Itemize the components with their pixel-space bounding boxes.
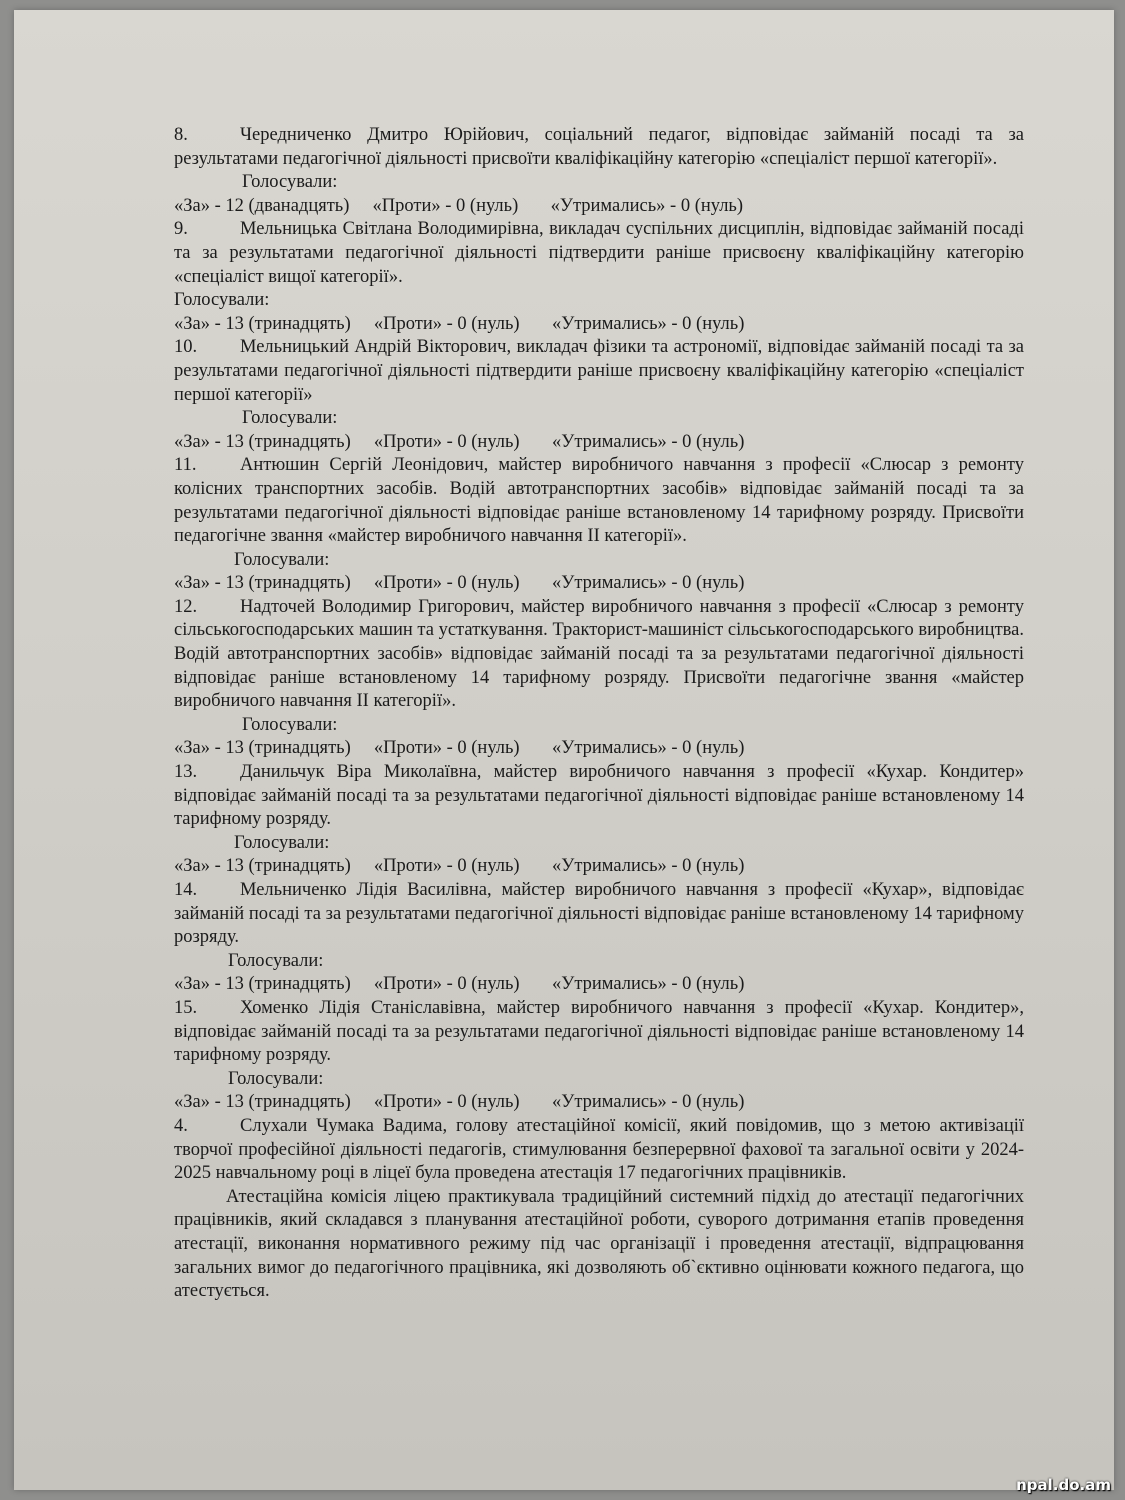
vote-results: «За» - 12 (дванадцять) «Проти» - 0 (нуль) «Утримались» - 0 (нуль) — [174, 195, 744, 216]
section-4 — [174, 1115, 1024, 1186]
list-item-14 — [174, 879, 1024, 950]
item-number: 10. — [174, 337, 198, 358]
list-item-13 — [174, 761, 1024, 832]
document-body — [174, 124, 1024, 1304]
item-text: Чередниченко Дмитро Юрійович, соціальний педагог, відповідає займаній посаді та за результатами педагогічної діяльності присвоїти кваліфікаційну категорію «спеціаліст першої категорії». — [174, 125, 1024, 169]
vote-results: «За» - 13 (тринадцять) «Проти» - 0 (нуль) «Утримались» - 0 (нуль) — [174, 856, 745, 877]
item-text: Мельницький Андрій Вікторович, викладач фізики та астрономії, відповідає займаній посаді та за результатами педагогічної діяльності підтвердити раніше присвоєну кваліфікаційну категорію «спеціаліст першої категорії» — [174, 337, 1024, 405]
item-text: Надточей Володимир Григорович, майстер виробничого навчання з професії «Слюсар з ремонту сільськогосподарських машин та устаткування. Тракторист-машиніст сільськогосподарського виробництва. Водій автотранспортних засобів» відповідає займаній посаді та за результатами педагогічної діяльності відповідає раніше встановленому 14 тарифному розряду. Присвоїти педагогічне звання «майстер виробничого навчання ІІ категорії». — [174, 596, 1024, 712]
list-item-8 — [174, 124, 1024, 171]
list-item-12 — [174, 596, 1024, 714]
item-text: Данильчук Віра Миколаївна, майстер виробничого навчання з професії «Кухар. Кондитер» відповідає займаній посаді та за результатами педагогічної діяльності відповідає раніше встановленому 14 тарифному розряду. — [174, 762, 1024, 830]
item-text: Мельницька Світлана Володимирівна, викладач суспільних дисциплін, відповідає займаній посаді та за результатами педагогічної діяльності підтвердити раніше присвоєну кваліфікаційну категорію «спеціаліст вищої категорії». — [174, 219, 1024, 287]
item-number: 13. — [174, 762, 198, 783]
item-number: 14. — [174, 880, 198, 900]
watermark: npal.do.am — [1016, 1476, 1111, 1494]
vote-results: «За» - 13 (тринадцять) «Проти» - 0 (нуль) «Утримались» - 0 (нуль) — [174, 1092, 745, 1113]
vote-results: «За» - 13 (тринадцять) «Проти» - 0 (нуль) «Утримались» - 0 (нуль) — [174, 738, 745, 759]
item-number: 8. — [174, 125, 188, 145]
section-text: Слухали Чумака Вадима, голову атестаційної комісії, який повідомив, що з метою активізації творчої професійної діяльності педагогів, стимулювання безперервної фахової та загальної освіти у 2024-2025 навчальному році в ліцеї була проведена атестація 17 педагогічних працівників. — [174, 1115, 1024, 1184]
item-number: 12. — [174, 596, 198, 617]
vote-results: «За» - 13 (тринадцять) «Проти» - 0 (нуль) «Утримались» - 0 (нуль) — [174, 573, 745, 594]
item-text: Мельниченко Лідія Василівна, майстер виробничого навчання з професії «Кухар», відповідає займаній посаді та за результатами педагогічної діяльності відповідає раніше встановленому 14 тарифному розряду. — [174, 880, 1024, 948]
list-item-11 — [174, 454, 1024, 548]
vote-results: «За» - 13 (тринадцять) «Проти» - 0 (нуль) «Утримались» - 0 (нуль) — [174, 313, 745, 334]
vote-results: «За» - 13 (тринадцять) «Проти» - 0 (нуль) «Утримались» - 0 (нуль) — [174, 431, 745, 452]
vote-heading: Голосували: — [234, 549, 330, 570]
vote-heading: Голосували: — [228, 1068, 324, 1089]
item-text: Хоменко Лідія Станіславівна, майстер виробничого навчання з професії «Кухар. Кондитер», відповідає займаній посаді та за результатами педагогічної діяльності відповідає раніше встановленому 14 тарифному розряду. — [174, 997, 1024, 1066]
vote-heading: Голосували: — [242, 172, 338, 193]
document-page — [14, 10, 1114, 1490]
vote-heading: Голосували: — [174, 290, 270, 311]
item-number: 15. — [174, 997, 198, 1018]
item-text: Антюшин Сергій Леонідович, майстер виробничого навчання з професії «Слюсар з ремонту колісних транспортних засобів. Водій автотранспортних засобів» відповідає займаній посаді та за результатами педагогічної діяльності відповідає раніше встановленому 14 тарифному розряду. Присвоїти педагогічне звання «майстер виробничого навчання ІІ категорії». — [174, 455, 1024, 547]
list-item-10 — [174, 336, 1024, 407]
vote-heading: Голосували: — [228, 950, 324, 971]
item-number: 9. — [174, 219, 188, 240]
vote-heading: Голосували: — [234, 832, 330, 853]
body-paragraph: Атестаційна комісія ліцею практикувала традиційний системний підхід до атестації педагогічних працівників, який складався з планування атестаційної роботи, суворого дотримання етапів проведення атестації, виконання нормативного режиму під час організації і проведення атестації, відпрацювання загальних вимог до педагогічного працівника, які дозволяють об`єктивно оцінювати кожного педагога, що атестується. — [174, 1186, 1024, 1302]
list-item-9 — [174, 218, 1024, 289]
vote-heading: Голосували: — [242, 408, 338, 429]
vote-results: «За» - 13 (тринадцять) «Проти» - 0 (нуль) «Утримались» - 0 (нуль) — [174, 974, 745, 995]
item-number: 11. — [174, 455, 197, 476]
vote-heading: Голосували: — [242, 714, 338, 735]
section-number: 4. — [174, 1115, 188, 1136]
list-item-15 — [174, 997, 1024, 1068]
